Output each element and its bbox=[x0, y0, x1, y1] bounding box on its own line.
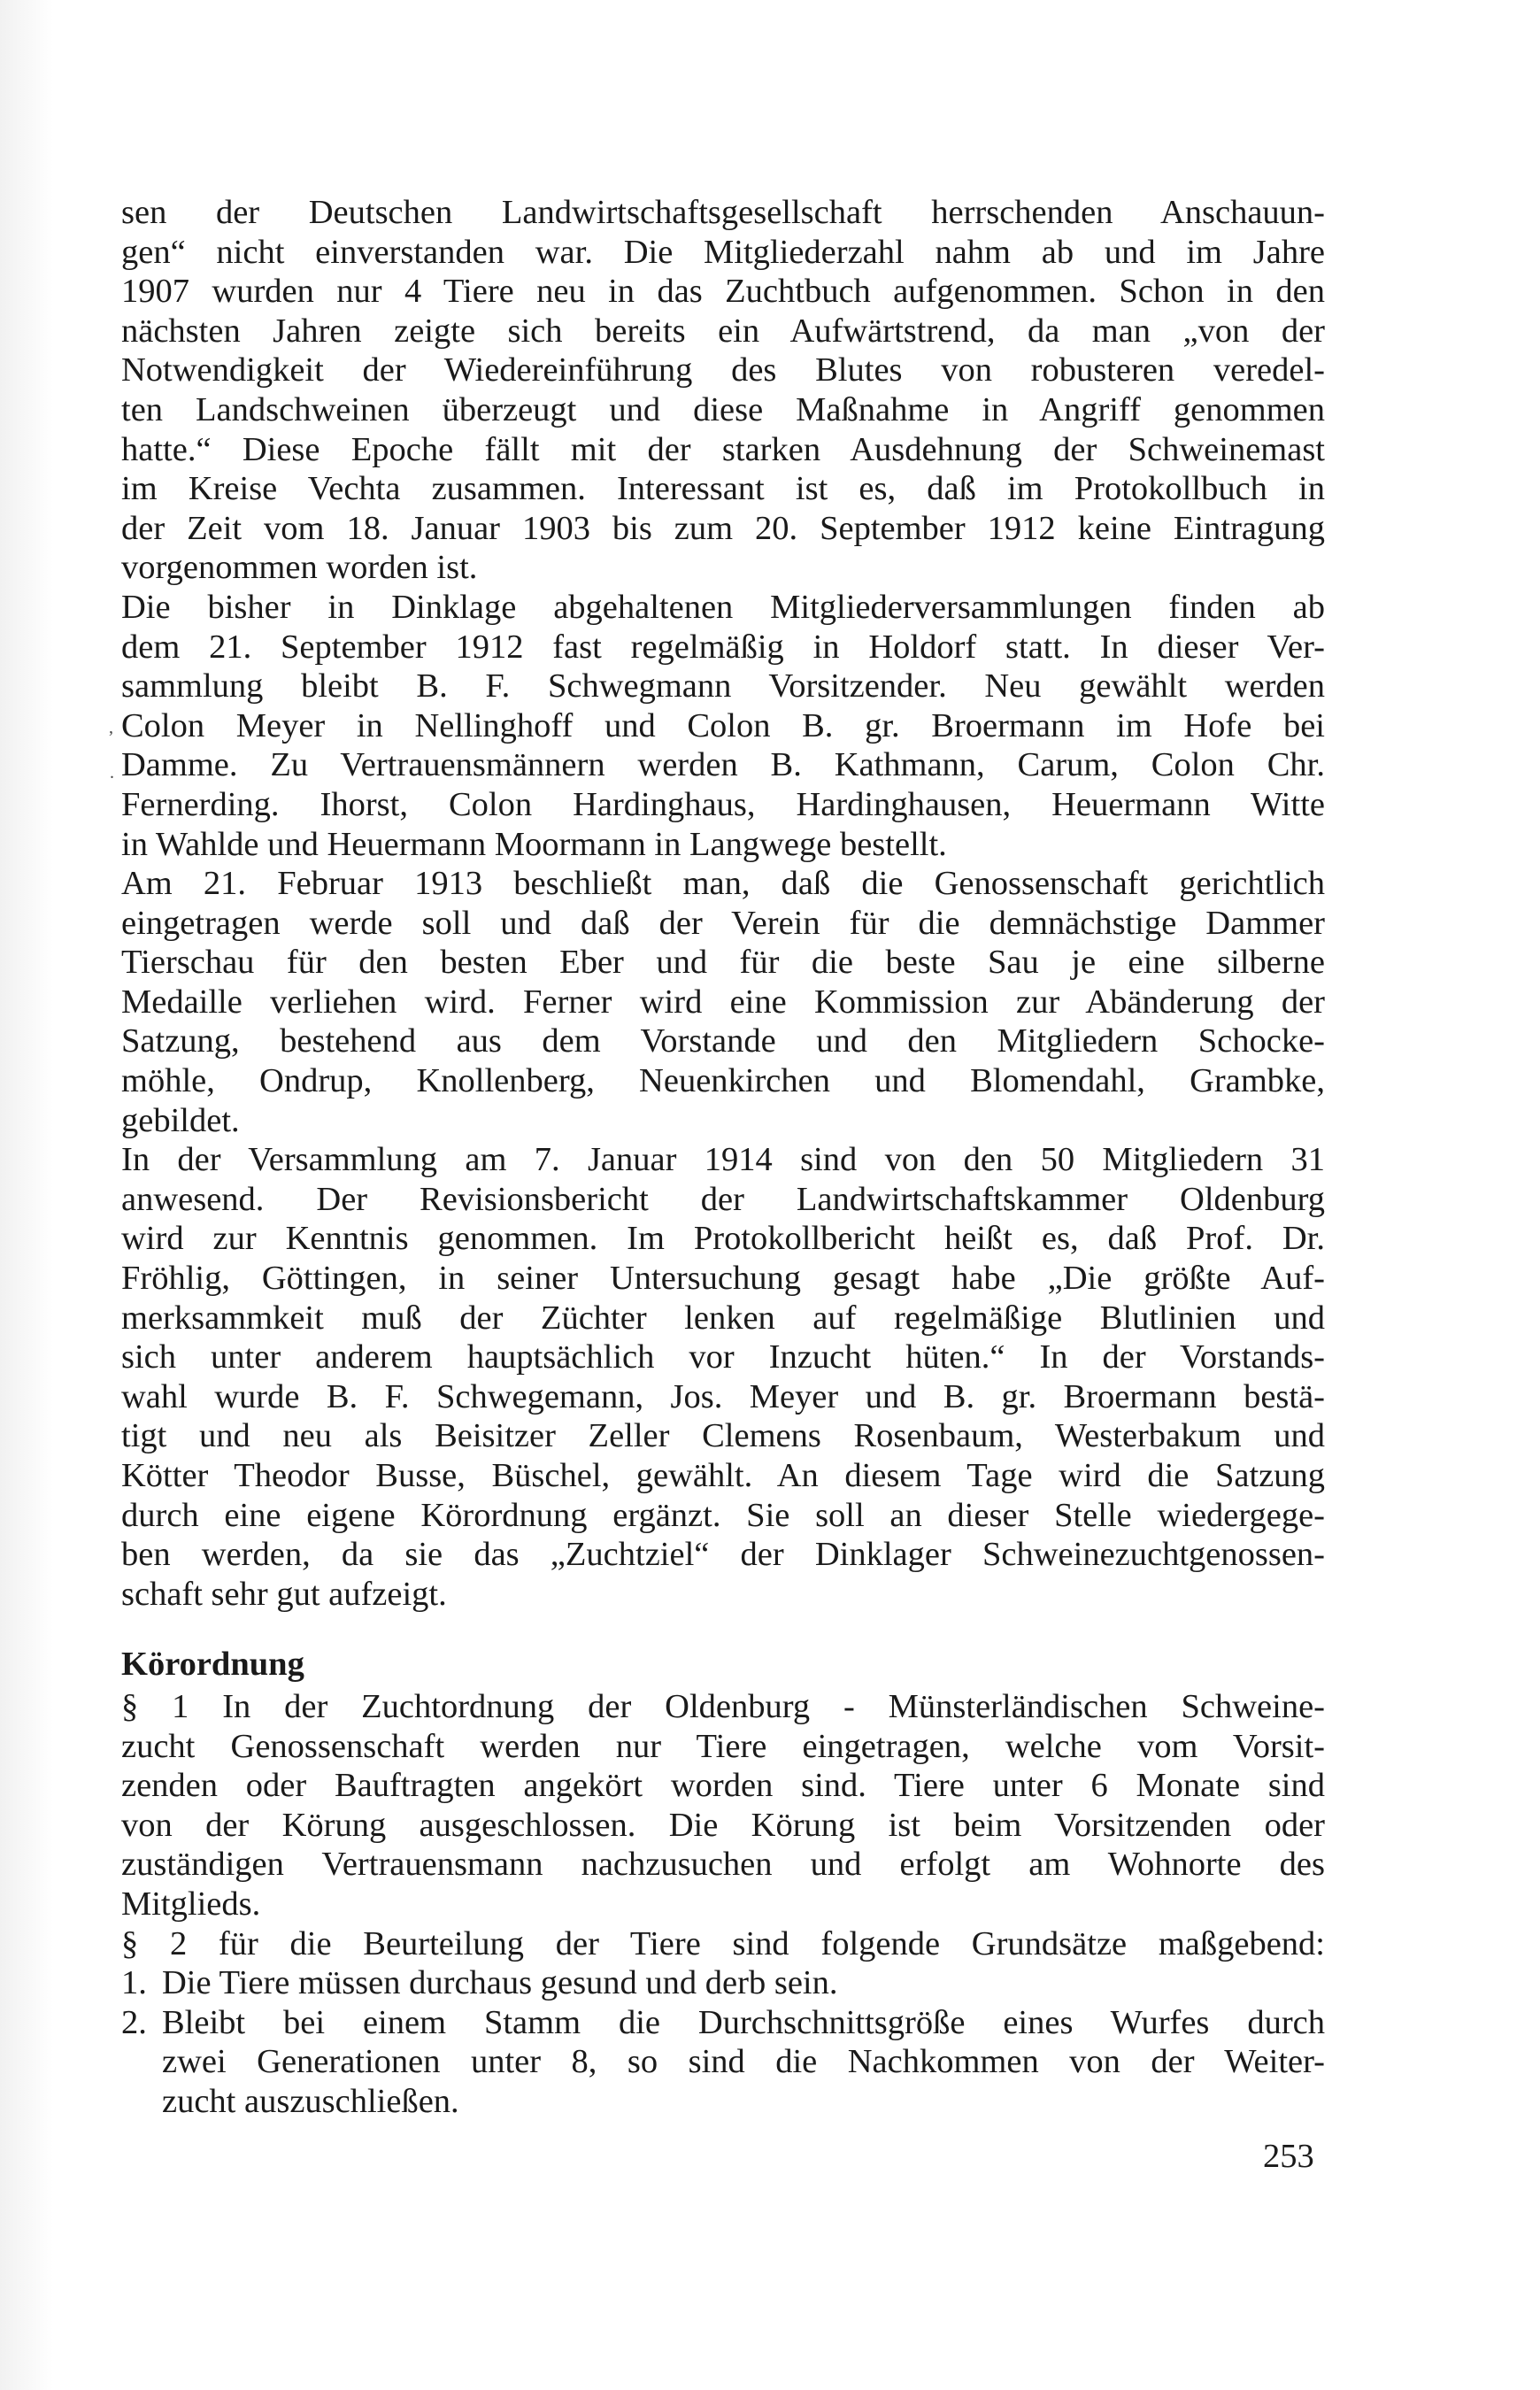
section-2-intro: § 2 für die Beurteilung der Tiere sind folgende Grundsätze maßgebend: bbox=[121, 1924, 1325, 1962]
text-line: zuständigen Vertrauensmann nachzusuchen und erfolgt am Wohnorte des bbox=[121, 1846, 1325, 1884]
text-line: ben werden, da sie das „Zuchtziel“ der Dinklager Schweinezuchtgenossen- bbox=[121, 1536, 1325, 1574]
text-line: Bleibt bei einem Stamm die Durchschnittsgröße eines Wurfes durch bbox=[162, 2003, 1325, 2041]
text-line: möhle, Ondrup, Knollenberg, Neuenkirchen und Blomendahl, Grambke, bbox=[121, 1062, 1325, 1100]
text-line: im Kreise Vechta zusammen. Interessant ist es, daß im Protokollbuch in bbox=[121, 470, 1325, 508]
text-line: vorgenommen worden ist. bbox=[121, 549, 478, 587]
text-line: der Zeit vom 18. Januar 1903 bis zum 20. September 1912 keine Eintragung bbox=[121, 509, 1325, 547]
list-item bbox=[121, 1963, 1325, 2003]
text-line: Mitglieds. bbox=[121, 1885, 261, 1923]
text-line: dem 21. September 1912 fast regelmäßig in Holdorf statt. In dieser Ver- bbox=[121, 628, 1325, 666]
section-1 bbox=[121, 1687, 1325, 1924]
text-line: gebildet. bbox=[121, 1101, 240, 1139]
text-line: durch eine eigene Körordnung ergänzt. Sie soll an dieser Stelle wiedergege- bbox=[121, 1496, 1325, 1534]
text-line: sammlung bleibt B. F. Schwegmann Vorsitzender. Neu gewählt werden bbox=[121, 667, 1325, 705]
text-line: 1907 wurden nur 4 Tiere neu in das Zuchtbuch aufgenommen. Schon in den bbox=[121, 273, 1325, 311]
page-edge-shadow bbox=[0, 0, 53, 2390]
text-line: Fröhlig, Göttingen, in seiner Untersuchung gesagt habe „Die größte Auf- bbox=[121, 1260, 1325, 1298]
body-text bbox=[121, 193, 1325, 1614]
text-line: eingetragen werde soll und daß der Verein für die demnächstige Dammer bbox=[121, 904, 1325, 942]
text-line: ten Landschweinen überzeugt und diese Maßnahme in Angriff genommen bbox=[121, 390, 1325, 428]
list-number: 1. bbox=[121, 1964, 147, 2002]
text-line: Notwendigkeit der Wiedereinführung des Blutes von robusteren veredel- bbox=[121, 351, 1325, 389]
section-2 bbox=[121, 1924, 1325, 2122]
text-line: Die bisher in Dinklage abgehaltenen Mitgliederversammlungen finden ab bbox=[121, 588, 1325, 626]
stray-mark: ’ bbox=[108, 728, 114, 747]
text-line: tigt und neu als Beisitzer Zeller Clemens Rosenbaum, Westerbakum und bbox=[121, 1417, 1325, 1455]
text-line: hatte.“ Diese Epoche fällt mit der starken Ausdehnung der Schweinemast bbox=[121, 430, 1325, 468]
text-line: Die Tiere müssen durchaus gesund und derb sein. bbox=[162, 1964, 838, 2002]
text-line: zucht Genossenschaft werden nur Tiere eingetragen, welche vom Vorsit- bbox=[121, 1727, 1325, 1765]
korordnung-text bbox=[121, 1687, 1325, 2122]
text-line: merksammkeit muß der Züchter lenken auf regelmäßige Blutlinien und bbox=[121, 1299, 1325, 1337]
text-line: § 1 In der Zuchtordnung der Oldenburg - Münsterländischen Schweine- bbox=[121, 1688, 1325, 1725]
paragraph bbox=[121, 588, 1325, 864]
text-line: Medaille verliehen wird. Ferner wird eine Kommission zur Abänderung der bbox=[121, 983, 1325, 1021]
paragraph bbox=[121, 193, 1325, 588]
text-line: zucht auszuschließen. bbox=[162, 2082, 459, 2120]
paragraph bbox=[121, 864, 1325, 1140]
text-line: Kötter Theodor Busse, Büschel, gewählt. An diesem Tage wird die Satzung bbox=[121, 1457, 1325, 1494]
section-heading: Körordnung bbox=[121, 1646, 304, 1683]
text-line: nächsten Jahren zeigte sich bereits ein Aufwärtstrend, da man „von der bbox=[121, 312, 1325, 350]
text-line: von der Körung ausgeschlossen. Die Körung ist beim Vorsitzenden oder bbox=[121, 1806, 1325, 1844]
text-line: sen der Deutschen Landwirtschaftsgesellschaft herrschenden Anschauun- bbox=[121, 194, 1325, 231]
text-line: anwesend. Der Revisionsbericht der Landwirtschaftskammer Oldenburg bbox=[121, 1180, 1325, 1218]
text-line: wird zur Kenntnis genommen. Im Protokollbericht heißt es, daß Prof. Dr. bbox=[121, 1220, 1325, 1258]
text-line: Am 21. Februar 1913 beschließt man, daß die Genossenschaft gerichtlich bbox=[121, 865, 1325, 903]
text-line: sich unter anderem hauptsächlich vor Inzucht hüten.“ In der Vorstands- bbox=[121, 1338, 1325, 1376]
text-line: Colon Meyer in Nellinghoff und Colon B. gr. Broermann im Hofe bei bbox=[121, 706, 1325, 744]
text-line: zwei Generationen unter 8, so sind die Nachkommen von der Weiter- bbox=[162, 2043, 1325, 2081]
text-line: Fernerding. Ihorst, Colon Hardinghaus, Hardinghausen, Heuermann Witte bbox=[121, 785, 1325, 823]
text-line: schaft sehr gut aufzeigt. bbox=[121, 1575, 447, 1613]
list-number: 2. bbox=[121, 2003, 147, 2041]
text-line: Satzung, bestehend aus dem Vorstande und den Mitgliedern Schocke- bbox=[121, 1022, 1325, 1060]
page-number: 253 bbox=[1263, 2138, 1314, 2175]
text-line: Tierschau für den besten Eber und für die beste Sau je eine silberne bbox=[121, 944, 1325, 982]
text-line: In der Versammlung am 7. Januar 1914 sind von den 50 Mitgliedern 31 bbox=[121, 1141, 1325, 1179]
text-line: in Wahlde und Heuermann Moormann in Langwege bestellt. bbox=[121, 825, 947, 863]
list-item bbox=[121, 2003, 1325, 2122]
text-line: zenden oder Bauftragten angekört worden sind. Tiere unter 6 Monate sind bbox=[121, 1767, 1325, 1805]
text-line: gen“ nicht einverstanden war. Die Mitgliederzahl nahm ab und im Jahre bbox=[121, 233, 1325, 271]
text-line: wahl wurde B. F. Schwegemann, Jos. Meyer und B. gr. Broermann bestä- bbox=[121, 1377, 1325, 1415]
stray-mark: . bbox=[110, 763, 114, 783]
paragraph bbox=[121, 1140, 1325, 1614]
text-line: Damme. Zu Vertrauensmännern werden B. Kathmann, Carum, Colon Chr. bbox=[121, 746, 1325, 784]
